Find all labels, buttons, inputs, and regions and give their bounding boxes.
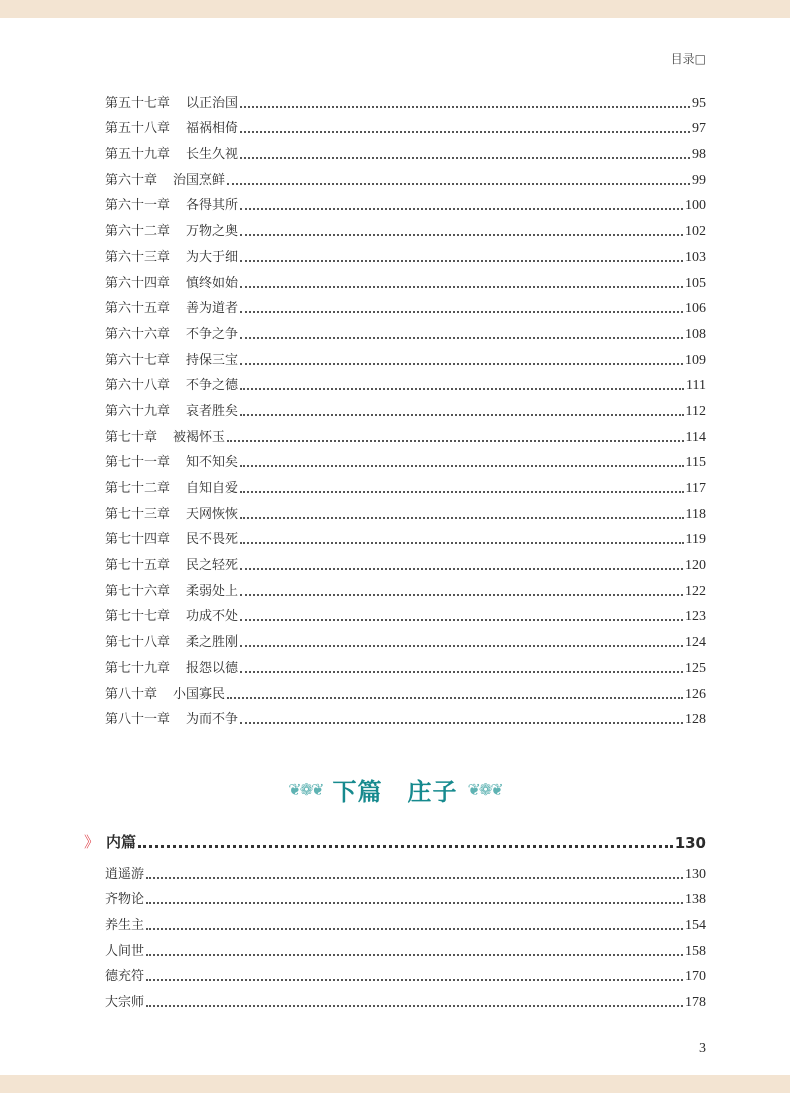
entry-page: 97: [692, 121, 706, 137]
chapter-number: 第七十九章: [105, 660, 171, 676]
dot-leader: [240, 722, 683, 724]
dot-leader: [240, 568, 683, 570]
entry-title: 逍遥游: [105, 866, 145, 882]
chapter-number: 第七十五章: [105, 558, 171, 574]
entry-page: 119: [685, 532, 706, 548]
chapter-number: 第六十二章: [105, 224, 171, 240]
entry-page: 111: [686, 378, 706, 394]
entry-title: 不争之争: [186, 326, 239, 342]
entry-title: 福祸相倚: [186, 121, 239, 137]
part-page: 130: [674, 834, 706, 852]
entry-page: 120: [685, 558, 706, 574]
toc-entry[interactable]: [105, 471, 706, 497]
toc-entry[interactable]: [105, 677, 706, 703]
section-heading: [0, 772, 790, 807]
dot-leader: [240, 311, 683, 313]
chapter-number: 第七十七章: [105, 609, 171, 625]
chapter-number: 第五十七章: [105, 95, 171, 111]
dot-leader: [240, 131, 690, 133]
chapter-number: 第六十九章: [105, 403, 171, 419]
entry-page: 138: [685, 892, 706, 908]
toc-entry[interactable]: [105, 651, 706, 677]
entry-page: 158: [685, 943, 706, 959]
entry-title: 报怨以德: [186, 660, 239, 676]
entry-page: 95: [692, 95, 706, 111]
toc-entry[interactable]: [105, 112, 706, 138]
entry-title: 持保三宝: [186, 352, 239, 368]
entry-title: 民之轻死: [186, 558, 239, 574]
entry-title: 齐物论: [105, 892, 145, 908]
entry-page: 112: [685, 403, 706, 419]
dot-leader: [146, 979, 683, 981]
toc-entry[interactable]: [105, 883, 706, 909]
dot-leader: [138, 845, 673, 848]
entry-page: 114: [685, 429, 706, 445]
toc-entry[interactable]: [105, 420, 706, 446]
toc-entry[interactable]: [105, 908, 706, 934]
page-number: 3: [699, 1041, 706, 1056]
chapter-number: 第六十一章: [105, 198, 171, 214]
entry-title: 功成不处: [186, 609, 239, 625]
dot-leader: [240, 388, 684, 390]
toc-entry[interactable]: [105, 292, 706, 318]
entry-title: 各得其所: [186, 198, 239, 214]
entry-page: 118: [685, 506, 706, 522]
entry-title: 民不畏死: [186, 532, 239, 548]
entry-page: 123: [685, 609, 706, 625]
dot-leader: [240, 363, 683, 365]
toc-entry[interactable]: [105, 163, 706, 189]
entry-title: 天网恢恢: [186, 506, 239, 522]
entry-page: 128: [685, 712, 706, 728]
entry-title: 为大于细: [186, 249, 239, 265]
entry-title: 知不知矣: [186, 455, 239, 471]
entry-page: 125: [685, 660, 706, 676]
chapter-number: 第七十六章: [105, 583, 171, 599]
dot-leader: [240, 465, 683, 467]
section-title: 下篇 庄子: [332, 777, 458, 806]
entry-title: 以正治国: [186, 95, 239, 111]
ornament-left-icon: ❦❁❦: [288, 780, 323, 799]
toc-entry[interactable]: [105, 523, 706, 549]
entry-page: 98: [692, 147, 706, 163]
chapter-number: 第七十八章: [105, 635, 171, 651]
chapter-number: 第七十章: [105, 429, 158, 445]
chapter-number: 第六十章: [105, 172, 158, 188]
dot-leader: [240, 286, 683, 288]
entry-page: 115: [685, 455, 706, 471]
chapter-number: 第七十一章: [105, 455, 171, 471]
toc-entry[interactable]: [105, 857, 706, 883]
toc-entry[interactable]: [105, 446, 706, 472]
dot-leader: [240, 517, 683, 519]
entry-title: 为而不争: [186, 712, 239, 728]
toc-entry[interactable]: [105, 625, 706, 651]
toc-entry[interactable]: [105, 343, 706, 369]
entry-title: 大宗师: [105, 995, 145, 1011]
toc-entry[interactable]: [105, 86, 706, 112]
entry-page: 99: [692, 172, 706, 188]
dot-leader: [146, 877, 683, 879]
entry-page: 124: [685, 635, 706, 651]
entry-page: 154: [685, 918, 706, 934]
entry-title: 慎终如始: [186, 275, 239, 291]
entry-page: 103: [685, 249, 706, 265]
entry-title: 德充符: [105, 969, 145, 985]
entry-title: 自知自爱: [186, 481, 239, 496]
entry-page: 105: [685, 275, 706, 291]
entry-page: 100: [685, 198, 706, 214]
entry-title: 万物之奥: [186, 224, 239, 240]
toc-entry[interactable]: [105, 394, 706, 420]
dot-leader: [240, 619, 683, 621]
dot-leader: [227, 697, 683, 699]
toc-entry[interactable]: [105, 189, 706, 215]
chapter-number: 第八十章: [105, 686, 158, 702]
toc-entry[interactable]: [105, 574, 706, 600]
dot-leader: [240, 157, 690, 159]
toc-entry[interactable]: [105, 985, 706, 1011]
dot-leader: [240, 234, 683, 236]
entry-page: 102: [685, 224, 706, 240]
chapter-number: 第六十五章: [105, 301, 171, 317]
dot-leader: [227, 183, 690, 185]
dot-leader: [240, 491, 683, 493]
entry-page: 108: [685, 326, 706, 342]
bottom-band: [0, 1075, 790, 1093]
toc-entry[interactable]: [105, 137, 706, 163]
toc-entry[interactable]: [105, 703, 706, 729]
dot-leader: [146, 954, 683, 956]
entry-title: 治国烹鲜: [173, 172, 226, 188]
entry-page: 109: [685, 352, 706, 368]
toc-entry[interactable]: [105, 266, 706, 292]
entry-title: 柔弱处上: [186, 583, 239, 599]
toc-list: [105, 86, 706, 728]
entry-title: 小国寡民: [173, 686, 226, 702]
entry-title: 哀者胜矣: [186, 403, 239, 419]
toc-entry[interactable]: [105, 214, 706, 240]
chapter-number: 第五十九章: [105, 147, 171, 163]
toc-entry[interactable]: [105, 548, 706, 574]
dot-leader: [240, 106, 690, 108]
dot-leader: [240, 208, 683, 210]
toc-entry[interactable]: [105, 934, 706, 960]
entry-page: 117: [685, 481, 706, 496]
toc-entry[interactable]: [105, 369, 706, 395]
toc-entry[interactable]: [105, 600, 706, 626]
sub-toc-list: [105, 857, 706, 1011]
dot-leader: [146, 928, 683, 930]
ornament-right-icon: ❦❁❦: [467, 780, 502, 799]
toc-entry[interactable]: [105, 497, 706, 523]
chapter-number: 第六十四章: [105, 275, 171, 291]
toc-entry[interactable]: [105, 317, 706, 343]
entry-title: 人间世: [105, 943, 145, 959]
dot-leader: [240, 645, 683, 647]
entry-title: 柔之胜刚: [186, 635, 239, 651]
entry-page: 126: [685, 686, 706, 702]
part-entry[interactable]: [84, 831, 706, 852]
chapter-number: 第六十七章: [105, 352, 171, 368]
dot-leader: [240, 260, 683, 262]
toc-entry[interactable]: [105, 240, 706, 266]
chapter-number: 第六十三章: [105, 249, 171, 265]
chevron-right-icon: 》: [84, 833, 100, 851]
dot-leader: [146, 1005, 683, 1007]
entry-title: 长生久视: [186, 147, 239, 163]
dot-leader: [240, 594, 683, 596]
dot-leader: [240, 337, 683, 339]
entry-page: 122: [685, 583, 706, 599]
top-band: [0, 0, 790, 18]
entry-title: 不争之德: [186, 378, 239, 394]
entry-title: 善为道者: [186, 301, 239, 317]
running-header: 目录□: [670, 52, 706, 66]
entry-title: 养生主: [105, 918, 145, 934]
dot-leader: [240, 671, 683, 673]
chapter-number: 第五十八章: [105, 121, 171, 137]
chapter-number: 第七十三章: [105, 506, 171, 522]
dot-leader: [227, 440, 683, 442]
entry-page: 170: [685, 969, 706, 985]
dot-leader: [146, 902, 683, 904]
dot-leader: [240, 414, 683, 416]
chapter-number: 第七十四章: [105, 532, 171, 548]
entry-page: 178: [685, 995, 706, 1011]
chapter-number: 第六十六章: [105, 326, 171, 342]
dot-leader: [240, 542, 683, 544]
chapter-number: 第八十一章: [105, 712, 171, 728]
entry-page: 130: [685, 866, 706, 882]
chapter-number: 第七十二章: [105, 481, 171, 496]
entry-page: 106: [685, 301, 706, 317]
chapter-number: 第六十八章: [105, 378, 171, 394]
part-title: 内篇: [106, 833, 137, 851]
entry-title: 被褐怀玉: [173, 429, 226, 445]
toc-entry[interactable]: [105, 960, 706, 986]
